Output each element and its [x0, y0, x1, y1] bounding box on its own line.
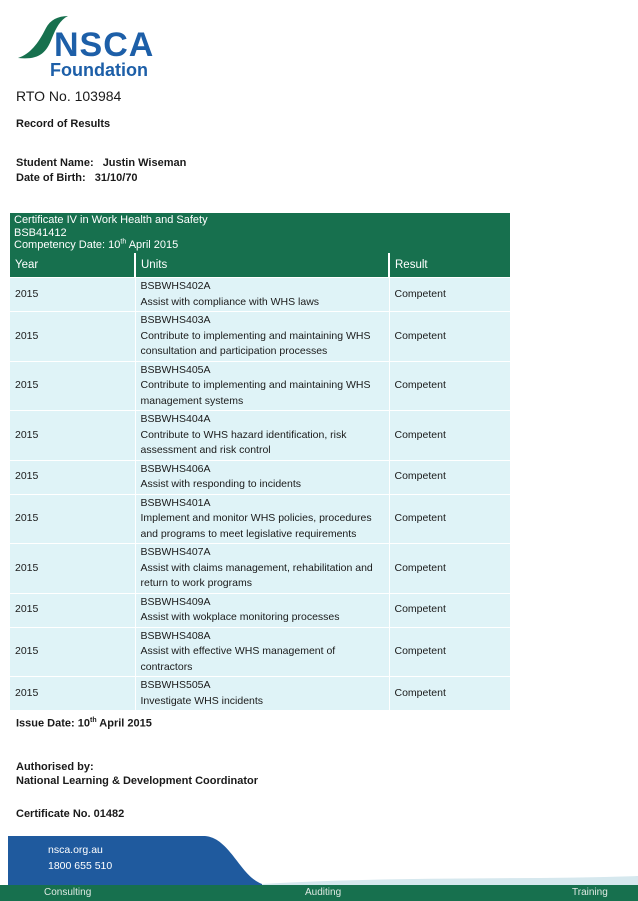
- header-result: Result: [389, 253, 510, 278]
- footer-website-link[interactable]: nsca.org.au: [48, 844, 103, 856]
- logo-subtitle: Foundation: [50, 60, 148, 80]
- certificate-number: Certificate No. 01482: [16, 808, 125, 820]
- student-name: Justin Wiseman: [102, 157, 187, 169]
- row-year: 2015: [10, 544, 135, 594]
- student-name-label: Student Name:: [16, 157, 94, 169]
- unit-code: BSBWHS402A: [140, 280, 211, 292]
- table-row: [10, 494, 510, 544]
- row-year: 2015: [10, 677, 135, 711]
- row-unit: [135, 627, 389, 677]
- header-units: Units: [135, 253, 389, 278]
- footer: [0, 836, 638, 901]
- competency-date: [14, 239, 506, 252]
- row-result: Competent: [389, 411, 510, 461]
- unit-title: Contribute to implementing and maintaining WHS management systems: [140, 379, 371, 407]
- footer-link-consulting[interactable]: Consulting: [44, 887, 92, 898]
- table-row: [10, 278, 510, 312]
- student-details: [16, 156, 186, 186]
- row-result: Competent: [389, 361, 510, 411]
- table-row: [10, 544, 510, 594]
- dob-line: [16, 171, 186, 186]
- row-result: Competent: [389, 627, 510, 677]
- unit-title: Assist with responding to incidents: [140, 478, 301, 490]
- row-unit: [135, 312, 389, 362]
- unit-code: BSBWHS409A: [140, 595, 211, 608]
- record-title: Record of Results: [16, 118, 111, 130]
- row-result: Competent: [389, 677, 510, 711]
- issue-date: [16, 717, 152, 730]
- table-row: [10, 312, 510, 362]
- unit-code: BSBWHS405A: [140, 363, 211, 376]
- results-table: [10, 253, 510, 710]
- row-result: Competent: [389, 544, 510, 594]
- nsca-logo: [16, 14, 156, 80]
- row-unit: [135, 494, 389, 544]
- rto-number: RTO No. 103984: [16, 88, 122, 104]
- row-result: Competent: [389, 312, 510, 362]
- table-row: [10, 627, 510, 677]
- row-unit: [135, 278, 389, 312]
- row-unit: [135, 544, 389, 594]
- unit-title: Assist with effective WHS management of contractors: [140, 645, 336, 673]
- unit-title: Implement and monitor WHS policies, procedures and programs to meet legislative requirements: [140, 512, 372, 540]
- unit-code: BSBWHS408A: [140, 629, 211, 642]
- certificate-code: BSB41412: [14, 226, 67, 239]
- logo-wordmark: NSCA: [54, 26, 155, 64]
- row-result: Competent: [389, 593, 510, 627]
- row-year: 2015: [10, 312, 135, 362]
- row-result: Competent: [389, 494, 510, 544]
- competency-rest: April 2015: [128, 239, 179, 251]
- row-year: 2015: [10, 494, 135, 544]
- row-unit: [135, 361, 389, 411]
- table-row: [10, 460, 510, 494]
- competency-label: Competency Date:: [14, 239, 106, 251]
- unit-code: BSBWHS403A: [140, 314, 211, 326]
- authorised-block: [16, 760, 258, 788]
- unit-code: BSBWHS404A: [140, 413, 211, 425]
- certificate-title: Certificate IV in Work Health and Safety: [14, 214, 208, 226]
- unit-code: BSBWHS407A: [140, 546, 211, 558]
- certificate-header: [10, 213, 510, 253]
- row-unit: [135, 593, 389, 627]
- table-header-row: [10, 253, 510, 278]
- row-result: Competent: [389, 460, 510, 494]
- row-year: 2015: [10, 460, 135, 494]
- issue-suffix: th: [90, 717, 97, 724]
- dob-value: 31/10/70: [94, 172, 138, 184]
- student-name-line: [16, 156, 186, 171]
- row-unit: [135, 411, 389, 461]
- unit-title: Contribute to WHS hazard identification, risk assessment and risk control: [140, 428, 347, 456]
- header-year: Year: [10, 253, 135, 278]
- footer-nav: [0, 885, 638, 901]
- issue-rest: April 2015: [99, 717, 152, 730]
- row-unit: [135, 460, 389, 494]
- unit-title: Assist with claims management, rehabilitation and return to work programs: [140, 561, 373, 589]
- issue-day: 10: [77, 717, 91, 730]
- unit-code: BSBWHS505A: [140, 679, 211, 691]
- dob-label: Date of Birth:: [16, 172, 86, 184]
- footer-link-auditing[interactable]: Auditing: [305, 887, 342, 898]
- unit-title: Assist with wokplace monitoring processes: [140, 611, 340, 623]
- authorised-role: National Learning & Development Coordinator: [16, 775, 259, 787]
- footer-link-training[interactable]: Training: [572, 887, 608, 898]
- footer-phone: 1800 655 510: [48, 860, 113, 872]
- table-row: [10, 593, 510, 627]
- unit-code: BSBWHS406A: [140, 462, 211, 475]
- authorised-label: Authorised by:: [16, 761, 94, 773]
- unit-title: Assist with compliance with WHS laws: [140, 295, 320, 308]
- unit-title: Contribute to implementing and maintaining WHS consultation and participation processes: [140, 329, 371, 357]
- competency-suffix: th: [120, 238, 127, 246]
- unit-title: Investigate WHS incidents: [140, 694, 264, 707]
- competency-day: 10: [108, 239, 121, 251]
- row-unit: [135, 677, 389, 711]
- row-year: 2015: [10, 627, 135, 677]
- unit-code: BSBWHS401A: [140, 496, 211, 509]
- row-year: 2015: [10, 411, 135, 461]
- row-year: 2015: [10, 361, 135, 411]
- table-row: [10, 411, 510, 461]
- table-row: [10, 677, 510, 711]
- row-year: 2015: [10, 278, 135, 312]
- row-year: 2015: [10, 593, 135, 627]
- issue-label: Issue Date:: [16, 717, 75, 730]
- row-result: Competent: [389, 278, 510, 312]
- table-row: [10, 361, 510, 411]
